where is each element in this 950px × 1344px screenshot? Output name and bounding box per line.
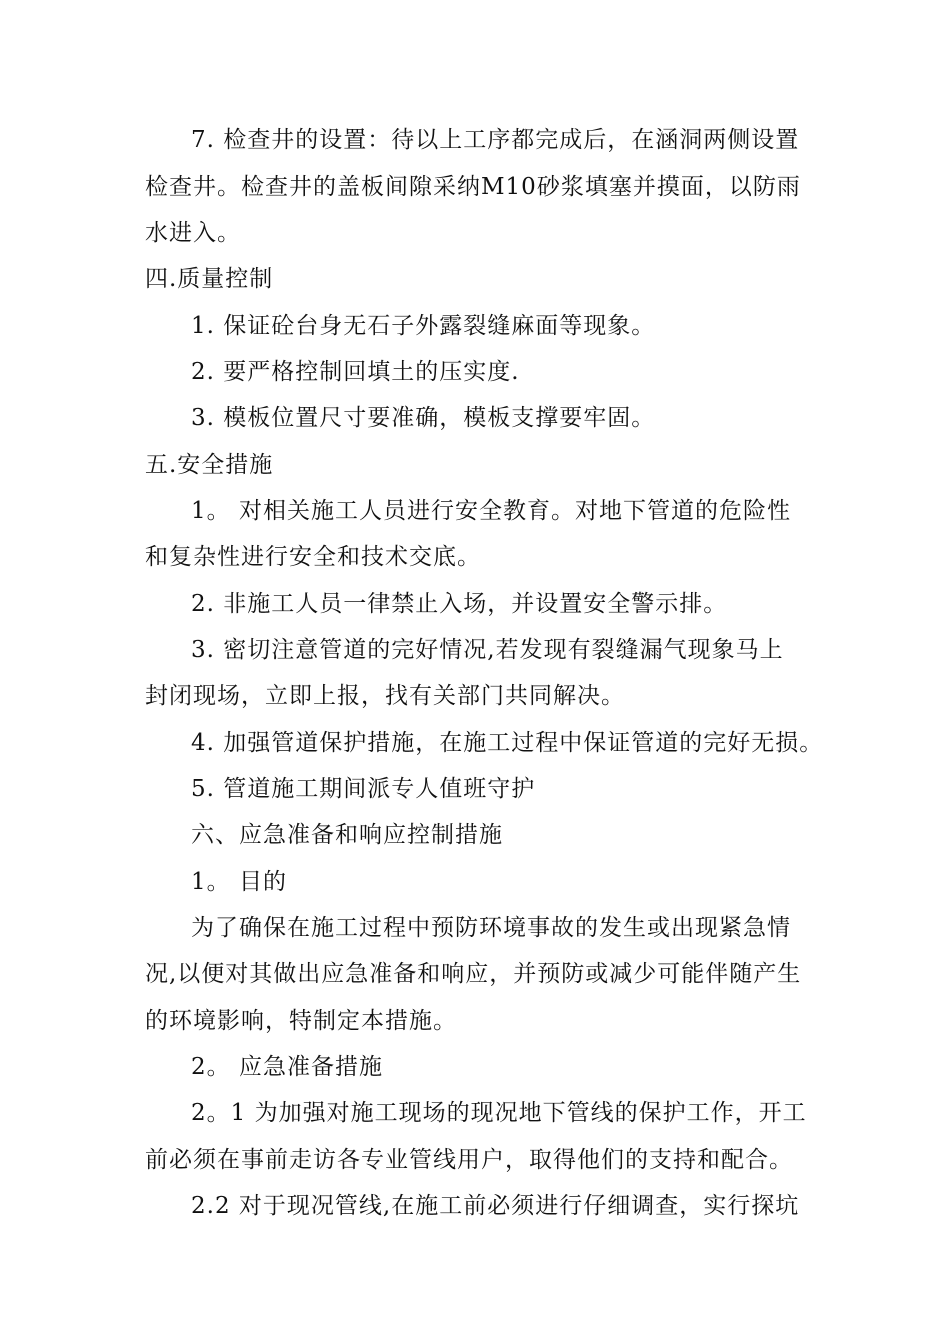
list-item: 1. 保证砼台身无石子外露裂缝麻面等现象。 [191, 313, 656, 339]
paragraph-line: 2。1 为加强对施工现场的现况地下管线的保护工作，开工 [191, 1100, 807, 1126]
paragraph-line: 封闭现场，立即上报，找有关部门共同解决。 [145, 683, 625, 709]
paragraph-line: 检查井。检查井的盖板间隙采纳M10砂浆填塞并摸面，以防雨 [145, 174, 801, 200]
list-item: 4. 加强管道保护措施，在施工过程中保证管道的完好无损。 [191, 730, 824, 756]
subsection-heading: 2。 应急准备措施 [191, 1054, 383, 1080]
section-heading: 六、应急准备和响应控制措施 [191, 822, 503, 848]
subsection-heading: 1。 目的 [191, 869, 287, 895]
paragraph-line: 水进入。 [145, 220, 241, 246]
section-heading: 四.质量控制 [145, 266, 274, 292]
paragraph-line: 况,以便对其做出应急准备和响应，并预防或减少可能伴随产生 [145, 961, 802, 987]
paragraph-line: 为了确保在施工过程中预防环境事故的发生或出现紧急情 [191, 915, 791, 941]
paragraph-line: 2.2 对于现况管线,在施工前必须进行仔细调查，实行探坑 [191, 1193, 800, 1219]
paragraph-line: 和复杂性进行安全和技术交底。 [145, 544, 481, 570]
paragraph-line: 7. 检查井的设置：待以上工序都完成后，在涵洞两侧设置 [191, 127, 800, 153]
section-heading: 五.安全措施 [145, 452, 274, 478]
list-item: 3. 密切注意管道的完好情况,若发现有裂缝漏气现象马上 [191, 637, 784, 663]
list-item: 2. 要严格控制回填土的压实度. [191, 359, 520, 385]
list-item: 5. 管道施工期间派专人值班守护 [191, 776, 536, 802]
list-item: 3. 模板位置尺寸要准确，模板支撑要牢固。 [191, 405, 656, 431]
list-item: 2. 非施工人员一律禁止入场，并设置安全警示排。 [191, 591, 728, 617]
paragraph-line: 的环境影响，特制定本措施。 [145, 1008, 457, 1034]
list-item: 1。 对相关施工人员进行安全教育。对地下管道的危险性 [191, 498, 791, 524]
paragraph-line: 前必须在事前走访各专业管线用户，取得他们的支持和配合。 [145, 1147, 793, 1173]
